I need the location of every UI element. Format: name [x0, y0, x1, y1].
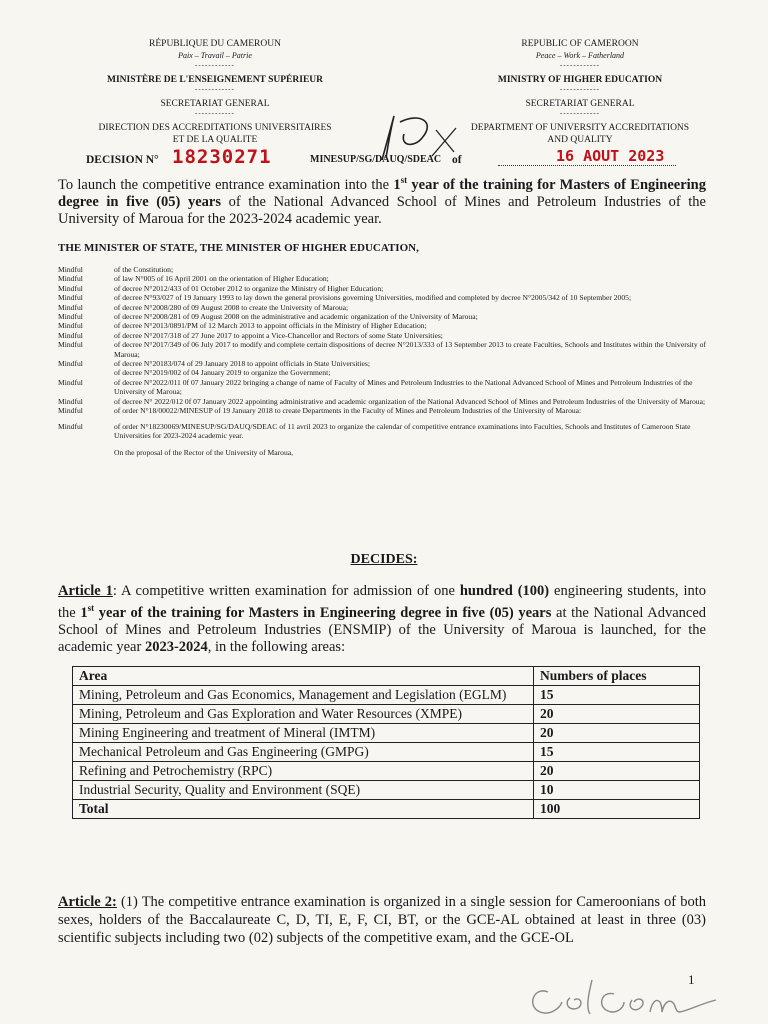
decision-label: DECISION N° [86, 154, 159, 166]
mindful-label: Mindful [58, 274, 83, 284]
places-cell: 10 [534, 781, 700, 800]
mindful-text: On the proposal of the Rector of the University of Maroua, [114, 448, 294, 458]
article-2-label: Article 2 [58, 894, 113, 910]
separator: ------------ [560, 61, 600, 69]
country-fr: RÉPUBLIQUE DU CAMEROUN [149, 39, 281, 49]
mindful-text: of the Constitution; [114, 265, 174, 274]
intro-sup: st [400, 175, 408, 185]
total-value: 100 [534, 800, 700, 819]
mindful-text: of decree N°2017/318 of 27 June 2017 to appoint a Vice-Chancellor and Rectors of some State Universities; [114, 330, 443, 340]
table-header-row [73, 667, 700, 686]
mindful-item [58, 340, 706, 359]
ministry-en: MINISTRY OF HIGHER EDUCATION [497, 75, 663, 85]
mindful-item [58, 368, 706, 377]
mindful-label: Mindful [58, 293, 83, 303]
article-text: , in the following areas: [207, 638, 346, 655]
department-en-2: AND QUALITY [547, 135, 613, 145]
mindful-text: of decree N°2019/002 of 04 January 2019 to organize the Government; [114, 368, 331, 378]
header-places: Numbers of places [534, 667, 700, 686]
mindful-text: of order N°18/00022/MINESUP of 19 January 2018 to create Departments in the Faculty of Mines and Petroleum Industries of the University of Maroua: [114, 406, 582, 416]
area-cell: Mining Engineering and treatment of Mineral (IMTM) [73, 724, 534, 743]
mindful-text: of law N°005 of 16 April 2001 on the orientation of Higher Education; [114, 274, 329, 284]
separator: ------------ [195, 109, 235, 117]
separator: ------------ [195, 61, 235, 69]
article-sup: st [87, 603, 95, 613]
separator: ------------ [560, 109, 600, 117]
motto-en: Peace – Work – Fatherland [535, 51, 625, 60]
mindful-item [58, 406, 706, 415]
mindful-item [58, 284, 706, 293]
page-number: 1 [688, 972, 695, 987]
table-row [73, 762, 700, 781]
mindful-item [58, 293, 706, 302]
decision-of: of [452, 154, 462, 166]
area-cell: Mining, Petroleum and Gas Economics, Management and Legislation (EGLM) [73, 686, 534, 705]
intro-text: of the National Advanced School of Mines and Petroleum Industries of the University of Maroua for the 2023-2024 academic year. [58, 193, 706, 227]
mindful-item [58, 303, 706, 312]
places-cell: 20 [534, 705, 700, 724]
mindful-label: Mindful [58, 359, 83, 369]
mindful-label: Mindful [58, 330, 83, 340]
mindful-label: Mindful [58, 340, 83, 350]
mindful-item [58, 274, 706, 283]
mindful-label: Mindful [58, 312, 83, 322]
article-bold: 1 [80, 604, 88, 621]
places-cell: 15 [534, 686, 700, 705]
article-1-label: Article 1 [58, 583, 113, 599]
mindful-label: Mindful [58, 321, 83, 331]
mindful-text: of decree N°2022/011 0f 07 January 2022 bringing a change of name of Faculty of Mines and Petroleum Industries to the National Advanced School of Mines and Petroleum Industries of the University of Maroua; [114, 377, 693, 397]
mindful-label [58, 368, 114, 377]
decides-heading: DECIDES: [350, 552, 418, 567]
mindful-item [58, 331, 706, 340]
mindful-label: Mindful [58, 283, 83, 293]
mindful-text: of decree N°2008/281 of 09 August 2008 on the administrative and academic organization of the University of Maroua; [114, 312, 478, 322]
separator: ------------ [195, 85, 235, 93]
intro-text: To launch the competitive entrance examination into the [58, 176, 394, 193]
intro-bold: 1 [393, 176, 401, 193]
area-cell: Mechanical Petroleum and Gas Engineering (GMPG) [73, 743, 534, 762]
mindful-label: Mindful [58, 406, 83, 416]
decision-line [86, 146, 706, 172]
sg-fr: SECRETARIAT GENERAL [160, 99, 270, 109]
sg-en: SECRETARIAT GENERAL [525, 99, 635, 109]
article-bold: hundred (100) [459, 583, 550, 599]
direction-fr-2: ET DE LA QUALITE [172, 135, 258, 145]
header-left [80, 38, 350, 146]
mindful-text: of decree N° 2022/012 0f 07 January 2022 appointing administrative and academic organization of the National Advanced School of Mines and Petroleum Industries of the University of Maroua; [114, 396, 706, 406]
article-2 [58, 893, 706, 947]
mindful-item [58, 378, 706, 397]
mindful-label: Mindful [58, 396, 83, 406]
area-cell: Mining, Petroleum and Gas Exploration and Water Resources (XMPE) [73, 705, 534, 724]
separator: ------------ [560, 85, 600, 93]
table-row [73, 743, 700, 762]
mindful-text: of decree N°2012/433 of 01 October 2012 to organize the Ministry of Higher Education; [114, 283, 384, 293]
area-cell: Industrial Security, Quality and Environment (SQE) [73, 781, 534, 800]
mindful-item [58, 312, 706, 321]
direction-fr-1: DIRECTION DES ACCREDITATIONS UNIVERSITAIRES [98, 123, 332, 133]
mindful-item [58, 397, 706, 406]
article-1 [58, 583, 706, 656]
places-cell: 20 [534, 762, 700, 781]
decision-date-stamp: 16 AOUT 2023 [556, 147, 665, 165]
mindful-item [58, 359, 706, 368]
country-en: REPUBLIC OF CAMEROON [521, 39, 639, 49]
decision-number-stamp: 18230271 [172, 146, 272, 168]
article-text: A competitive written examination for admission of one [120, 583, 460, 599]
mindful-label: Mindful [58, 302, 83, 312]
motto-fr: Paix – Travail – Patrie [178, 51, 252, 60]
article-bold: 2023-2024 [144, 638, 208, 655]
mindful-text: of decree N°2013/0891/PM of 12 March 2013 to appoint officials in the Ministry of Higher Education; [114, 321, 427, 331]
mindful-text: of order N°18230069/MINESUP/SG/DAUQ/SDEAC of 11 avril 2023 to organize the calendar of competitive entrance examinations into Faculties, Schools and Institutes of Cameroon State Universities for 2023-2024 academic year. [114, 421, 691, 440]
mindful-item [58, 321, 706, 330]
decision-subject [58, 172, 706, 228]
ministry-fr: MINISTÈRE DE L'ENSEIGNEMENT SUPÉRIEUR [107, 75, 323, 85]
mindful-text: of decree N°20183/074 of 29 January 2018 to appoint officials in State Universities; [114, 359, 370, 369]
mindful-item [58, 422, 706, 441]
mindful-label: Mindful [58, 421, 83, 431]
signature-scribble-icon [520, 972, 740, 1022]
table-row [73, 781, 700, 800]
article-2-colon: : [112, 894, 117, 910]
places-cell: 15 [534, 743, 700, 762]
total-label: Total [73, 800, 534, 819]
table-row [73, 686, 700, 705]
header-right [460, 38, 700, 146]
department-en-1: DEPARTMENT OF UNIVERSITY ACCREDITATIONS [470, 123, 690, 133]
article-text: at the National Advanced School of Mines and Petroleum Industries (ENSMIP) of the University of Maroua is launched, for the academic year [58, 604, 707, 655]
table-row [73, 724, 700, 743]
area-cell: Refining and Petrochemistry (RPC) [73, 762, 534, 781]
mindful-item [58, 265, 706, 274]
article-1-colon: : [112, 583, 121, 599]
mindful-list [58, 265, 706, 458]
mindful-text: of decree N°2017/349 of 06 July 2017 to modify and complete certain dispositions of decree N°2013/333 of 13 September 2013 to create Faculties, Schools and Institutes within the University of Maroua; [114, 340, 706, 359]
decision-reference: MINESUP/SG/DAUQ/SDEAC [310, 154, 442, 165]
areas-table [72, 666, 700, 819]
table-total-row [73, 800, 700, 819]
mindful-label [58, 448, 114, 457]
mindful-text: of decree N°2008/280 of 09 August 2008 to create the University of Maroua; [114, 302, 349, 312]
mindful-label: Mindful [58, 265, 83, 274]
mindful-label: Mindful [58, 377, 83, 387]
article-text: engineering students, into the [58, 583, 706, 621]
table-row [73, 705, 700, 724]
article-text: (1) The competitive entrance examination is organized in a single session for Cameroonians of both sexes, holders of the Baccalaureate C, D, TI, E, F, CI, BT, or the GCE-AL obtained at least in three (03) scientific subjects including two (02) subjects of the competitive exam, and the GCE-OL [58, 894, 706, 946]
intro-bold: year of the training for Masters of Engineering degree in five (05) years [58, 176, 706, 210]
article-bold: year of the training for Masters in Engineering degree in five (05) years [94, 604, 552, 621]
header-area: Area [73, 667, 534, 686]
mindful-item [58, 448, 706, 457]
minister-heading: THE MINISTER OF STATE, THE MINISTER OF HIGHER EDUCATION, [58, 242, 419, 254]
mindful-text: of decree N°93/027 of 19 January 1993 to lay down the general provisions governing Universities, modified and completed by decree N°2005/342 of 10 September 2005; [114, 293, 632, 303]
places-cell: 20 [534, 724, 700, 743]
date-dotted-line [498, 165, 676, 166]
